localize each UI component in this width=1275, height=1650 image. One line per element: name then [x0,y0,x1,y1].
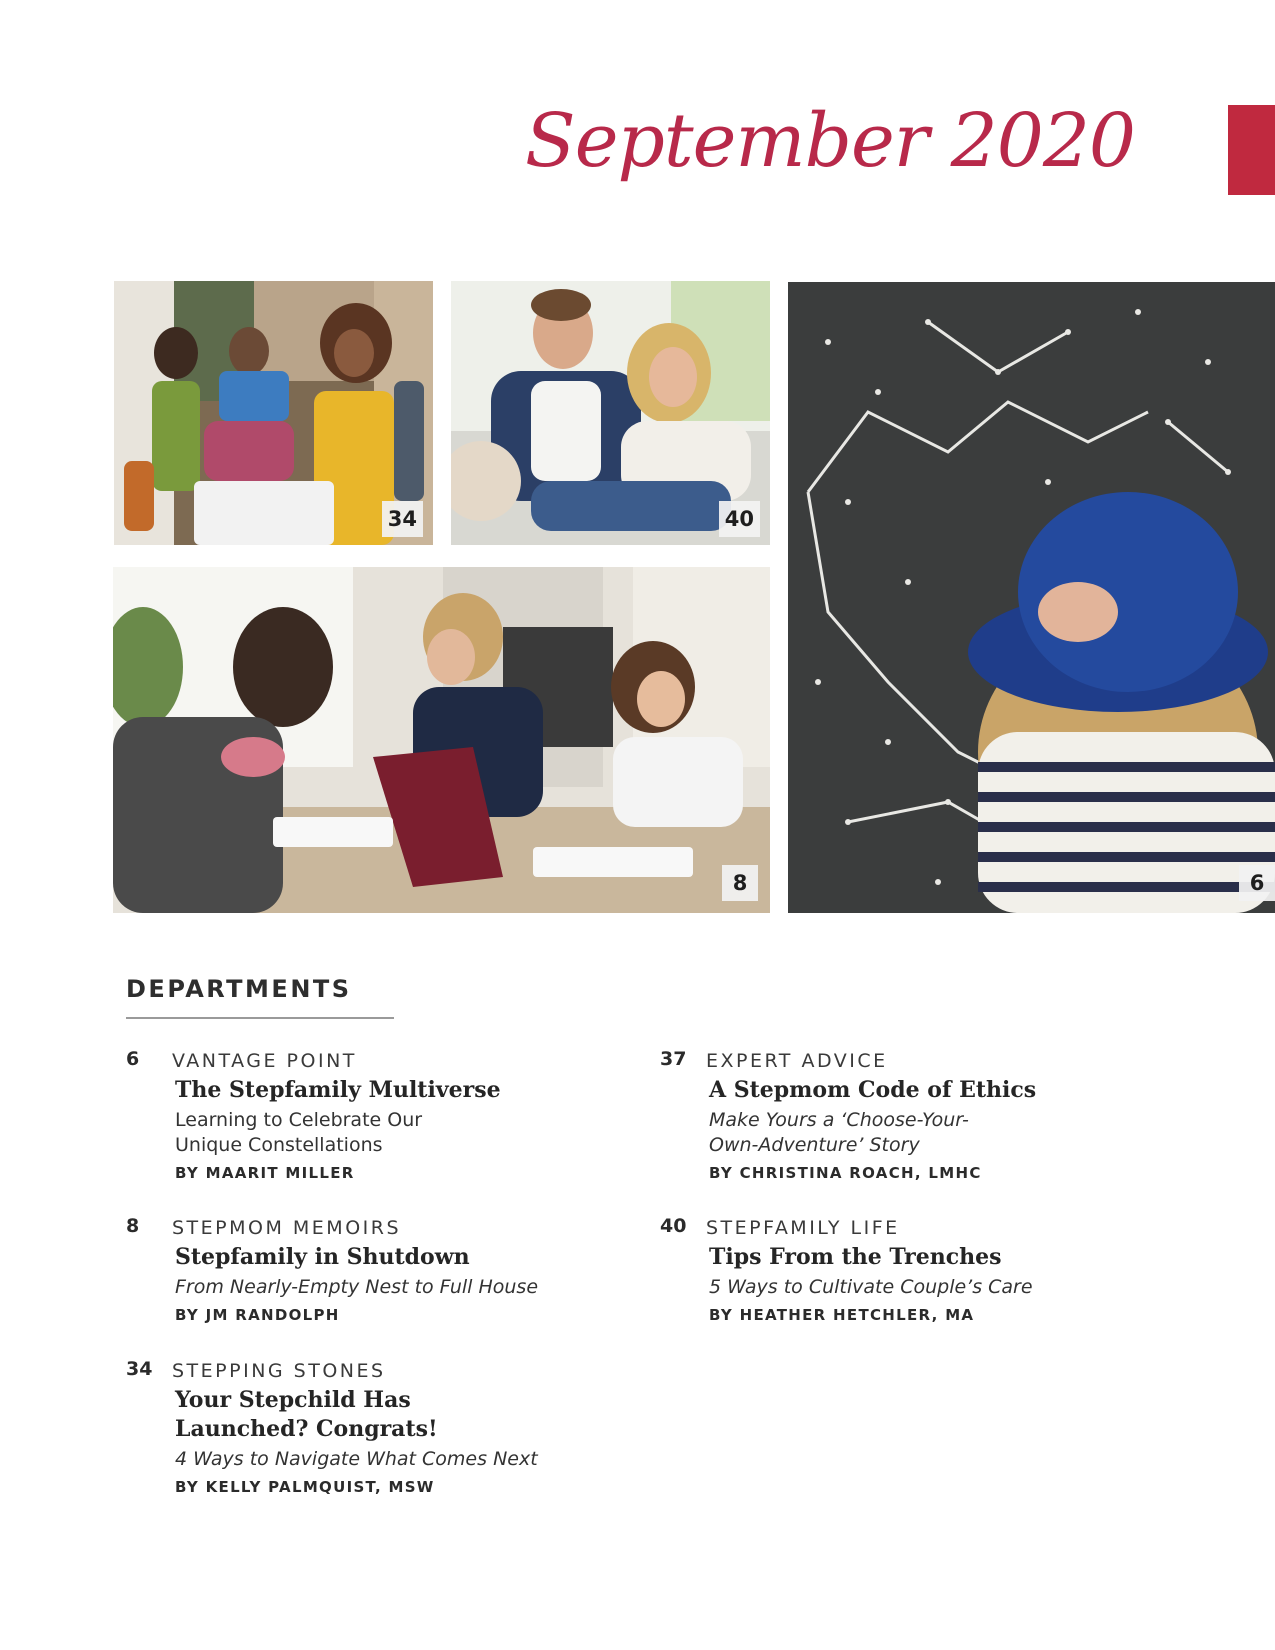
article-byline: BY MAARIT MILLER [175,1164,355,1182]
page-badge: 40 [719,501,760,537]
article-subtitle: Make Yours a ‘Choose-Your- Own-Adventure’ Story [709,1109,969,1156]
article-byline: BY KELLY PALMQUIST, MSW [175,1478,435,1496]
page-badge: 34 [382,501,423,537]
article-subtitle: Learning to Celebrate Our Unique Constellations [175,1109,423,1156]
page-number: 8 [126,1215,140,1237]
article-title[interactable]: The Stepfamily Multiverse [175,1077,501,1103]
department-name: STEPPING STONES [172,1360,386,1382]
issue-title: September 2020 [525,98,1135,184]
article-byline: BY HEATHER HETCHLER, MA [709,1306,975,1324]
article-subtitle: 5 Ways to Cultivate Couple’s Care [709,1276,1033,1298]
department-name: STEPFAMILY LIFE [706,1217,900,1239]
heading-divider [126,1017,394,1019]
article-title[interactable]: Stepfamily in Shutdown [175,1244,470,1270]
departments-heading: DEPARTMENTS [126,975,352,1003]
homework-photo[interactable] [113,567,770,913]
page-badge: 8 [722,865,758,901]
article-subtitle: From Nearly-Empty Nest to Full House [175,1276,539,1298]
couple-photo[interactable] [451,281,770,545]
page-number: 40 [660,1215,687,1237]
page-number: 6 [126,1048,140,1070]
accent-tab [1228,105,1275,195]
article-title[interactable]: Tips From the Trenches [709,1244,1002,1270]
page-number: 37 [660,1048,687,1070]
department-name: EXPERT ADVICE [706,1050,888,1072]
article-title[interactable]: A Stepmom Code of Ethics [709,1077,1037,1103]
page-badge: 6 [1239,865,1275,901]
department-name: VANTAGE POINT [172,1050,357,1072]
page-number: 34 [126,1358,153,1380]
family-photo[interactable] [114,281,433,545]
constellation-photo[interactable] [788,282,1275,913]
article-byline: BY CHRISTINA ROACH, LMHC [709,1164,982,1182]
homework-photo-icon [113,567,770,913]
department-name: STEPMOM MEMOIRS [172,1217,402,1239]
constellation-photo-icon [788,282,1275,913]
article-subtitle: 4 Ways to Navigate What Comes Next [175,1448,538,1470]
article-title[interactable]: Your Stepchild Has Launched? Congrats! [175,1387,438,1442]
article-byline: BY JM RANDOLPH [175,1306,340,1324]
